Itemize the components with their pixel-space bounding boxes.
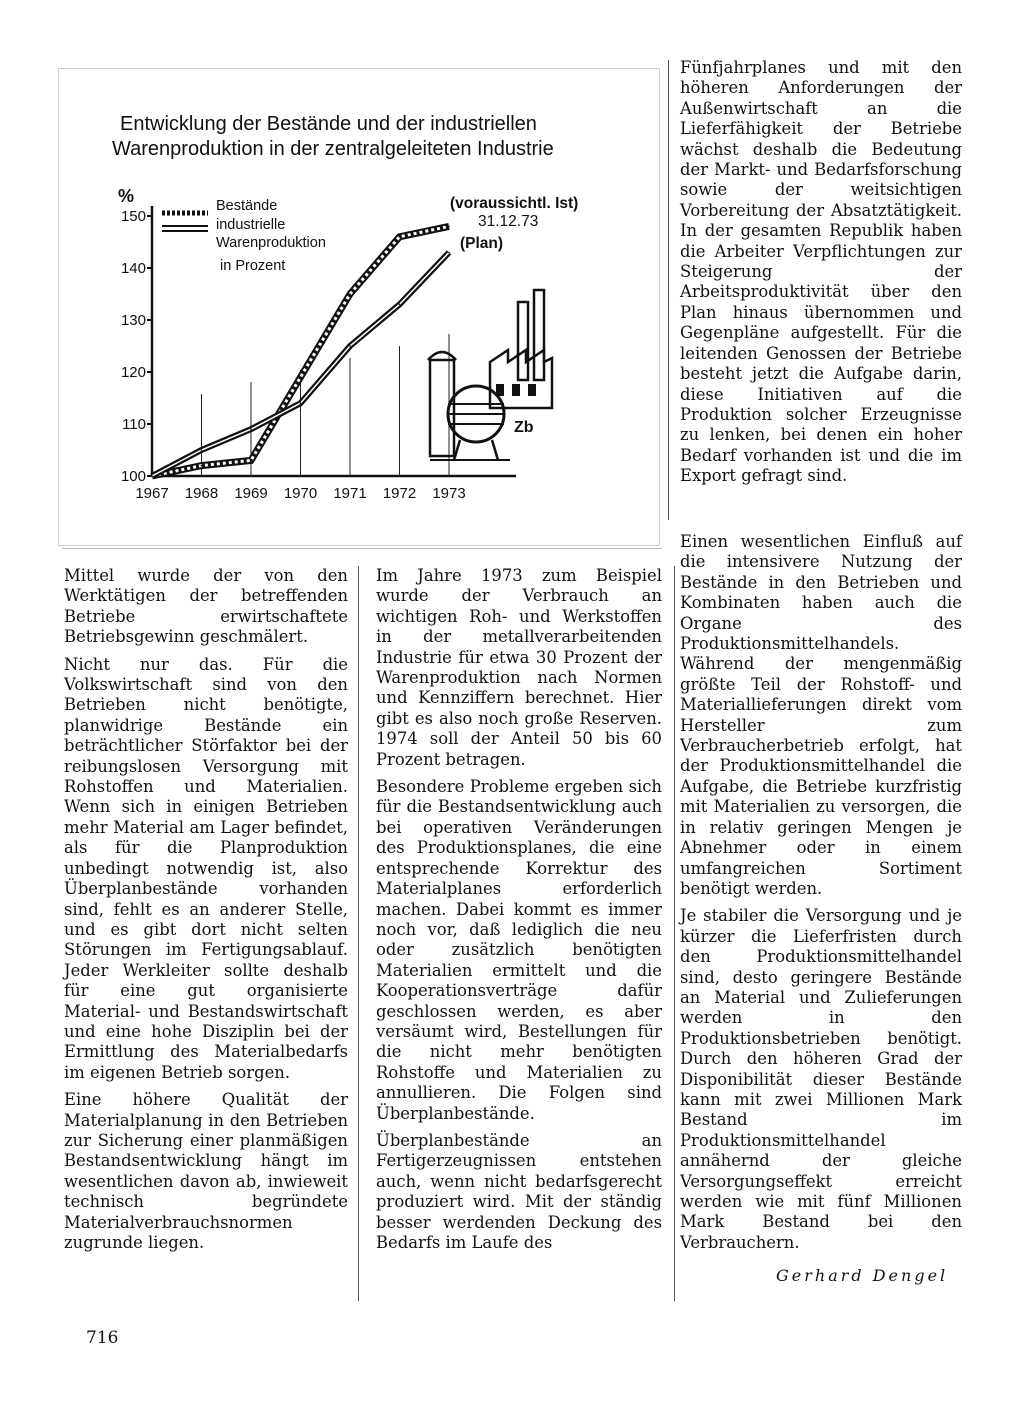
text-column-right-top	[680, 58, 962, 494]
annotation-plan: (Plan)	[460, 235, 504, 252]
page-number: 716	[86, 1328, 119, 1348]
data-point	[399, 304, 401, 306]
y-tick-label: 140	[120, 260, 146, 277]
paragraph: Nicht nur das. Für die Volkswirtschaft sind von den Betrieben nicht benötigte, planwidrige Bestände ein beträchtlicher Störfaktor bei der reibungslosen Versorgung mit Rohstoffen und Materialien. Wenn sich in einigen Betrieben mehr Material am Lager befindet, als für die Planproduktion unbedingt notwendig ist, also Überplanbestände vorhanden sind, fehlt es an anderer Stelle, und es gibt dort nicht selten Störungen im Fertigungsablauf. Jeder Werkleiter sollte deshalb für eine gut organisierte Material- und Bestandswirtschaft und eine hohe Disziplin bei der Ermittlung des Materialbedarfs im eigenen Betrieb sorgen.	[64, 654, 348, 1082]
data-point	[151, 475, 153, 477]
data-point	[201, 465, 203, 467]
paragraph: Mittel wurde der von den Werktätigen der betreffenden Betriebe erwirtschaftete Betriebsgewinn geschmälert.	[64, 566, 348, 647]
y-tick-label: 130	[120, 312, 146, 329]
data-point	[349, 293, 351, 295]
y-tick-label: 100	[120, 468, 146, 485]
x-tick-label: 1969	[234, 485, 268, 502]
x-tick-label: 1968	[184, 485, 219, 502]
legend-entry: in Prozent	[220, 258, 286, 274]
text-column-left	[64, 566, 359, 1301]
paragraph: Fünfjahrplanes und mit den höheren Anforderungen der Außenwirtschaft an die Lieferfähigkeit der Betriebe wächst deshalb die Bedeutung der Markt- und Bedarfsforschung sowie der weitsichtigen Vorbereitung der Absatztätigkeit. In der gesamten Republik haben die Arbeiter Verpflichtungen zur Steigerung der Arbeitsproduktivität über den Plan hinaus übernommen und Gegenpläne aufgestellt. Für die leitenden Genossen der Betriebe besteht jetzt die Aufgabe darin, diese Initiativen auf die Produktion solcher Erzeugnisse zu lenken, bei denen ein hoher Bedarf vorhanden ist und die im Export gefragt sind.	[680, 58, 962, 486]
section-divider	[62, 548, 662, 549]
text-column-right-bottom	[680, 532, 962, 1260]
legend-entry: Warenproduktion	[216, 235, 326, 251]
annotation-ist-date: 31.12.73	[478, 213, 539, 230]
annotation-ist: (voraussichtl. Ist)	[450, 195, 579, 212]
x-tick-label: 1973	[432, 485, 466, 502]
data-point	[250, 428, 252, 430]
data-point	[448, 226, 450, 228]
data-point	[250, 460, 252, 462]
y-tick-label: 120	[120, 364, 146, 381]
paragraph: Eine höhere Qualität der Materialplanung in den Betrieben zur Sicherung einer planmäßigen Bestandsentwicklung hängt im wesentlichen davon ab, inwieweit technisch begründete Materialverbrauchsnormen zugrunde liegen.	[64, 1090, 348, 1252]
chart-title-line: Entwicklung der Bestände und der industriellen	[120, 113, 537, 135]
y-tick-label: 110	[122, 416, 146, 433]
paragraph: Im Jahre 1973 zum Beispiel wurde der Verbrauch an wichtigen Roh- und Werkstoffen in der metallverarbeitenden Industrie für etwa 30 Prozent der Warenproduktion nach Normen und Kennziffern berechnet. Hier gibt es also noch große Reserven. 1974 soll der Anteil 50 bis 60 Prozent betragen.	[376, 566, 662, 769]
x-tick-label: 1971	[333, 485, 367, 502]
data-point	[300, 376, 302, 378]
text-column-middle	[376, 566, 675, 1301]
paragraph: Besondere Probleme ergeben sich für die Bestandsentwicklung auch bei operativen Veränderungen des Produktionsplanes, die eine entsprechende Korrektur des Materialplanes erforderlich machen. Dabei kommt es immer noch vor, daß lediglich die neu oder zusätzlich benötigten Materialien ermittelt und die Kooperationsverträge dafür geschlossen werden, es aber versäumt wird, Bestellungen für die nicht mehr benötigten Rohstoffe und Materialien zu annullieren. Die Folgen sind Überplanbestände.	[376, 777, 662, 1123]
x-tick-label: 1970	[283, 485, 318, 502]
paragraph: Je stabiler die Versorgung und je kürzer die Lieferfristen durch den Produktionsmittelhandel sind, desto geringere Bestände an Material und Zulieferungen werden in den Produktionsbetrieben benötigt. Durch den höheren Grad der Disponibilität dieser Bestände kann mit zwei Millionen Mark Bestand im Produktionsmittelhandel annähernd der gleiche Versorgungseffekt erreicht werden wie mit fünf Millionen Mark Bestand bei den Verbrauchern.	[680, 906, 962, 1252]
data-point	[349, 345, 351, 347]
data-point	[201, 449, 203, 451]
y-axis-label: %	[118, 186, 135, 206]
data-point	[448, 252, 450, 254]
artist-signature: Zb	[514, 419, 534, 436]
data-point	[399, 236, 401, 238]
author-signature: Gerhard Dengel	[776, 1266, 949, 1285]
y-tick-label: 150	[120, 208, 146, 225]
x-tick-label: 1972	[382, 485, 417, 502]
legend-entry: Bestände	[216, 198, 278, 214]
chart-title-line: Warenproduktion in der zentralgeleiteten Industrie	[112, 138, 554, 160]
legend-entry: industrielle	[216, 217, 286, 233]
column-divider	[668, 60, 669, 520]
x-tick-label: 1967	[135, 485, 169, 502]
data-point	[300, 402, 302, 404]
paragraph: Überplanbestände an Fertigerzeugnissen entstehen auch, wenn nicht bedarfsgerecht produziert wird. Mit der ständig besser werdenden Deckung des Bedarfs im Laufe des	[376, 1130, 662, 1252]
paragraph: Einen wesentlichen Einfluß auf die intensivere Nutzung der Bestände in den Betrieben und Kombinaten haben auch die Organe des Produktionsmittelhandels. Während der mengenmäßig größte Teil der Rohstoff- und Materiallieferungen direkt vom Hersteller zum Verbraucherbetrieb erfolgt, hat der Produktionsmittelhandel die Aufgabe, die Betriebe kurzfristig mit Materialien zu versorgen, die in relativ geringen Mengen je Abnehmer oder in einem umfangreichen Sortiment benötigt werden.	[680, 532, 962, 898]
